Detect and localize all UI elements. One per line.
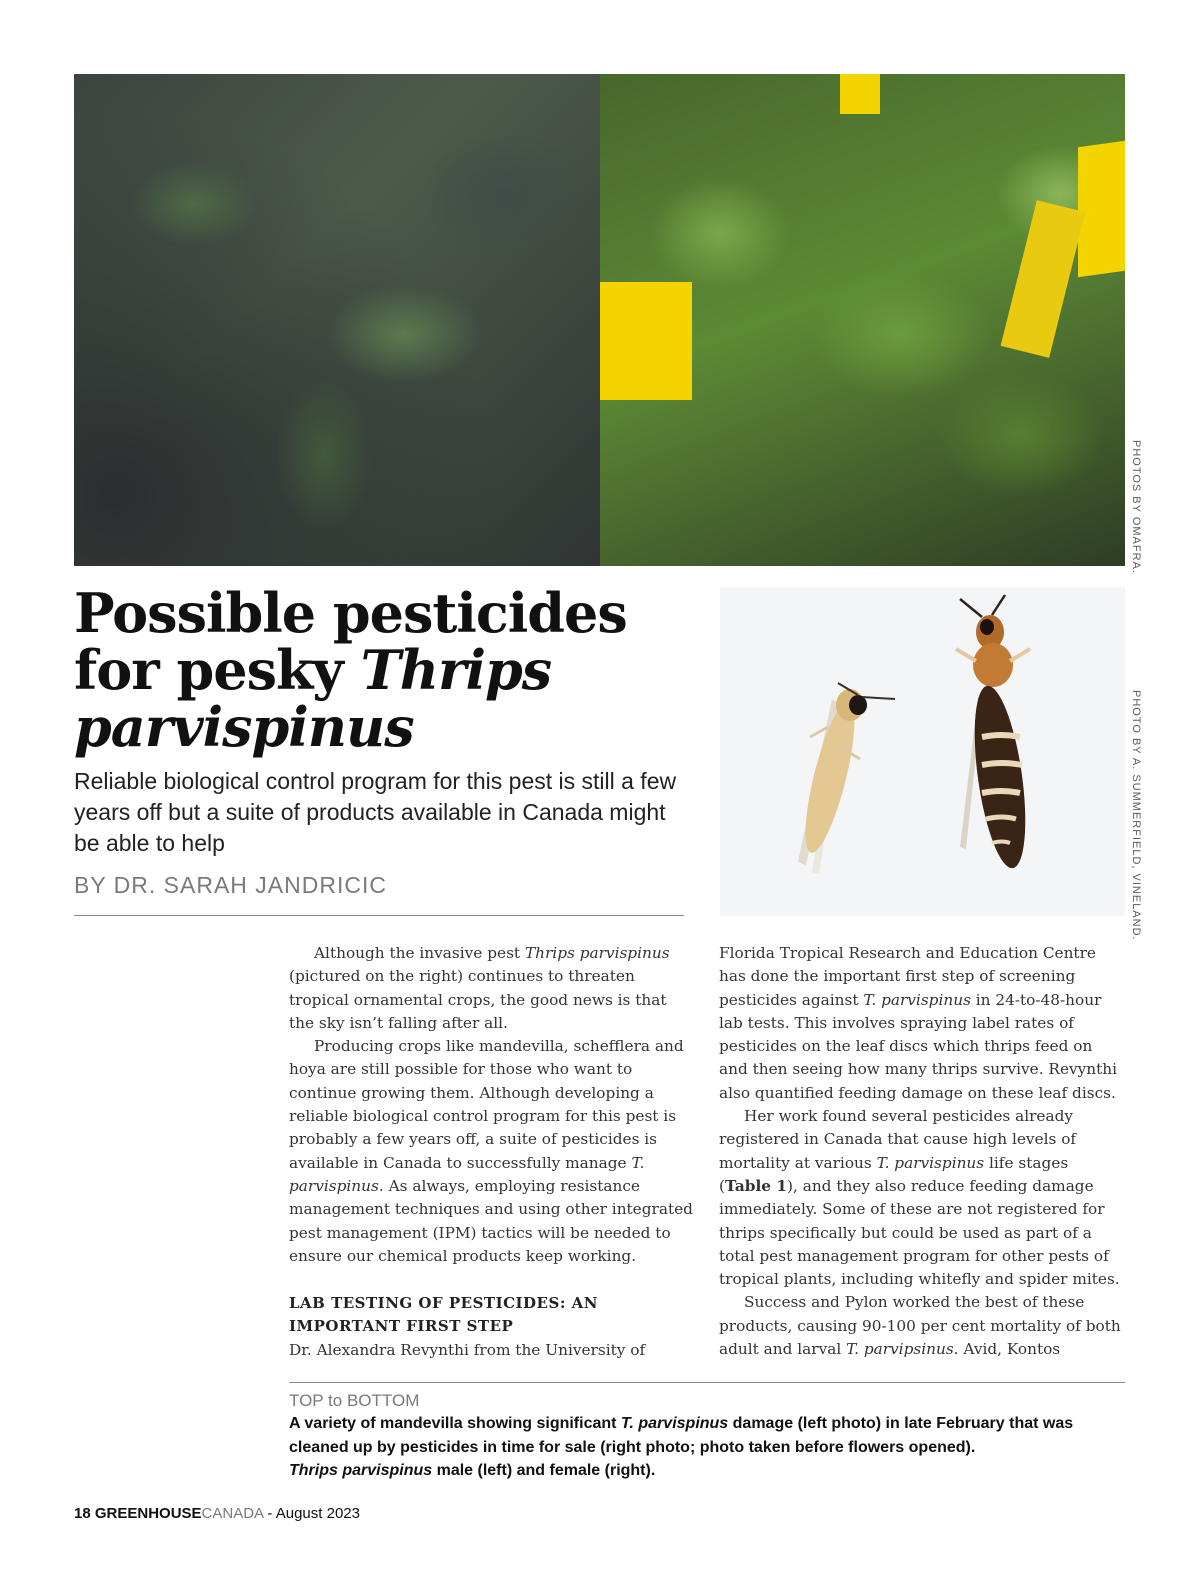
magazine-name-light: CANADA xyxy=(201,1505,264,1522)
body-paragraph: Dr. Alexandra Revynthi from the University of xyxy=(289,1340,646,1359)
text-run: Although the invasive pest xyxy=(314,944,525,962)
body-paragraph xyxy=(719,1291,1124,1361)
text-run: in 24-to-48-hour lab tests. This involves spraying label rates of pesticides on the leaf discs which thrips feed on and then seeing how many thrips survive. Revynthi also quantified feeding damage on these leaf discs. xyxy=(719,990,1118,1102)
body-paragraph xyxy=(289,1035,694,1268)
caption-line-3 xyxy=(289,1459,1139,1483)
headline-line-3-italic: parvispinus xyxy=(74,695,414,759)
thrips-illustration xyxy=(720,587,1125,916)
article-subtitle: Reliable biological control program for this pest is still a few years off but a suite of products available in Canada might be able to help xyxy=(74,768,677,856)
thrips-male-female-photo xyxy=(720,587,1125,916)
body-column-2 xyxy=(719,942,1124,1361)
male-thrips-figure xyxy=(796,683,895,874)
photo-credit-summerfield: PHOTO BY A. SUMMERFIELD, VINELAND. xyxy=(1130,690,1142,941)
article-headline xyxy=(74,581,694,759)
headline-line-2: for pesky xyxy=(74,638,361,702)
subhead-line-2: IMPORTANT FIRST STEP xyxy=(289,1317,514,1336)
issue-date: - August 2023 xyxy=(267,1505,360,1522)
photo-credit-omafra: PHOTOS BY OMAFRA. xyxy=(1130,440,1142,574)
page-footer xyxy=(74,1505,360,1522)
table-reference: Table 1 xyxy=(724,1176,788,1195)
yellow-sticky-trap xyxy=(600,282,692,400)
headline-line-1: Possible pesticides xyxy=(74,581,627,645)
headline-line-2-italic: Thrips xyxy=(360,638,552,702)
text-run: Success and Pylon worked the best of these products, causing 90-100 per cent mortality of both adult and larval xyxy=(719,1293,1121,1359)
italic-species-name: T. parvispinus xyxy=(863,990,971,1009)
text-run: (pictured on the right) continues to threaten tropical ornamental crops, the good news is that the sky isn’t falling after all. xyxy=(289,967,667,1032)
italic-species-name: T. parvispinus xyxy=(876,1153,985,1172)
text-run: male (left) and female (right). xyxy=(432,1462,656,1479)
yellow-sticky-trap xyxy=(1078,141,1125,278)
headline-divider xyxy=(74,915,684,916)
italic-species-name: T. parvipsinus xyxy=(846,1340,954,1359)
yellow-sticky-trap xyxy=(840,74,880,114)
caption-line-1 xyxy=(289,1412,1139,1436)
yellow-sticky-trap xyxy=(1001,200,1086,358)
caption-heading: TOP to BOTTOM xyxy=(289,1391,420,1410)
caption-line-2: cleaned up by pesticides in time for sale (right photo; photo taken before flowers opened). xyxy=(289,1438,976,1456)
text-run: Producing crops like mandevilla, schefflera and hoya are still possible for those who want to continue growing them. Although developing a reliable biological control program for this pest is probably a few years off, a suite of pesticides is available in Canada to successfully manage xyxy=(289,1037,684,1172)
italic-species-name: T. parvispinus xyxy=(289,1153,645,1195)
text-run: life stages ( xyxy=(719,1153,1069,1195)
text-run: Florida Tropical Research and Education Centre has done the important first step of screening pesticides against xyxy=(719,944,1096,1009)
text-run: . Avid, Kontos xyxy=(953,1340,1061,1359)
text-run: A variety of mandevilla showing significant xyxy=(289,1415,621,1432)
body-paragraph xyxy=(719,1105,1124,1291)
section-subhead xyxy=(289,1292,694,1339)
page-number: 18 xyxy=(74,1505,91,1522)
italic-species-name: Thrips parvispinus xyxy=(289,1462,433,1479)
mandevilla-cleaned-photo xyxy=(600,74,1125,566)
text-run: damage (left photo) in late February that was xyxy=(728,1415,1074,1432)
body-paragraph xyxy=(289,942,694,1035)
author-byline: BY DR. SARAH JANDRICIC xyxy=(74,872,387,898)
mandevilla-damage-photo xyxy=(74,74,600,566)
photo-caption xyxy=(289,1412,1139,1483)
italic-species-name: Thrips parvispinus xyxy=(524,944,670,962)
body-paragraph xyxy=(719,942,1124,1105)
subhead-line-1: LAB TESTING OF PESTICIDES: AN xyxy=(289,1294,598,1313)
text-run: . As always, employing resistance management techniques and using other integrated pest management (IPM) tactics will be needed to ensure our chemical products keep working. xyxy=(289,1176,693,1265)
italic-species-name: T. parvispinus xyxy=(620,1415,729,1432)
magazine-name-bold: GREENHOUSE xyxy=(94,1505,202,1522)
text-run: Her work found several pesticides already registered in Canada that cause high levels of mortality at various xyxy=(719,1107,1077,1172)
female-thrips-figure xyxy=(956,595,1035,871)
caption-divider xyxy=(289,1382,1125,1383)
body-column-1 xyxy=(289,942,694,1362)
text-run: ), and they also reduce feeding damage immediately. Some of these are not registered for thrips specifically but could be used as part of a total pest management program for other pests of tropical plants, including whitefly and spider mites. xyxy=(719,1176,1120,1289)
